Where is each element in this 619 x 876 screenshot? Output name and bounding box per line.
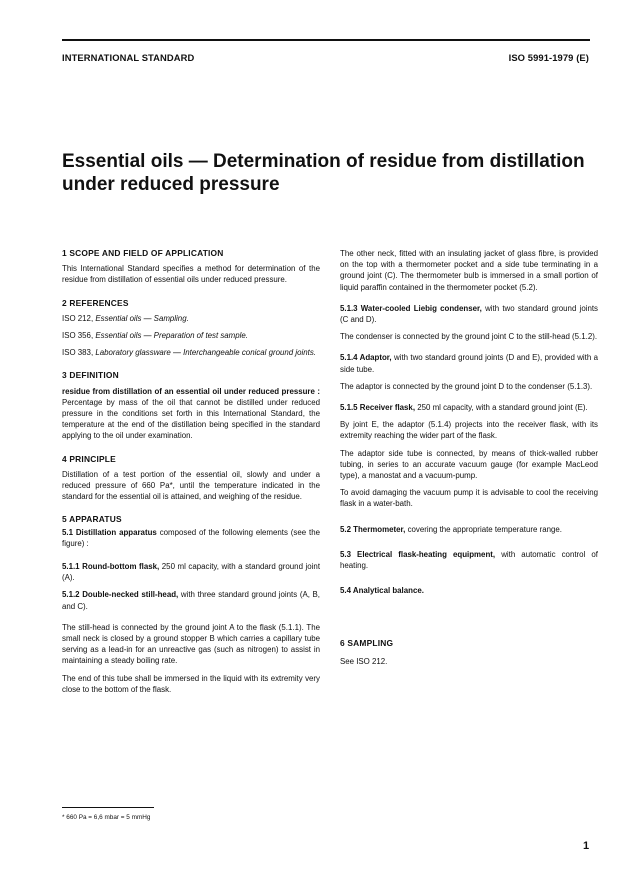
- section-5-4: 5.4 Analytical balance.: [340, 586, 424, 596]
- section-3-heading: 3 DEFINITION: [62, 370, 119, 381]
- section-5-heading: 5 APPARATUS: [62, 514, 122, 525]
- section-5-1-4: 5.1.4 Adaptor, with two standard ground joints (D and E), provided with a side tube.: [340, 353, 598, 374]
- paragraph-other-neck: The other neck, fitted with an insulating jacket of glass fibre, is provided on the top with a thermometer pocket and a side tube terminating in a ground joint (C). The thermometer bulb is immersed in a small portion of liquid paraffin contained in the thermometer pocket (5.2).: [340, 249, 598, 292]
- section-5-1: 5.1 Distillation apparatus composed of the following elements (see the figure) :: [62, 527, 320, 548]
- paragraph-avoid-damage: To avoid damaging the vacuum pump it is advisable to cool the receiving flask in a water-bath.: [340, 488, 598, 509]
- section-5-2: 5.2 Thermometer, covering the appropriate temperature range.: [340, 524, 562, 534]
- reference-3: ISO 383, Laboratory glassware — Interchangeable conical ground joints.: [62, 348, 316, 358]
- reference-1: ISO 212, Essential oils — Sampling.: [62, 313, 189, 323]
- right-column: [340, 248, 598, 673]
- section-6-heading: 6 SAMPLING: [340, 638, 394, 649]
- paragraph-condenser: The condenser is connected by the ground joint C to the still-head (5.1.2).: [340, 332, 598, 342]
- section-4-text: Distillation of a test portion of the essential oil, slowly and under a reduced pressure of 660 Pa*, until the temperature indicated in the standard for the essential oil is attained, and weighing of the residue.: [62, 469, 320, 502]
- section-4-heading: 4 PRINCIPLE: [62, 453, 116, 464]
- paragraph-still-head: The still-head is connected by the ground joint A to the flask (5.1.1). The small neck is closed by a ground stopper B which carries a capillary tube serving as a lead-in for an unreactive gas (such as nitrogen) to assist in maintaining a steady boiling rate.: [62, 622, 320, 666]
- section-5-1-5: 5.1.5 Receiver flask, 250 ml capacity, with a standard ground joint (E).: [340, 403, 588, 413]
- title-line-2: under reduced pressure: [62, 174, 280, 195]
- header-left: INTERNATIONAL STANDARD: [62, 52, 195, 63]
- document-title: [62, 150, 602, 196]
- paragraph-joint-e: By joint E, the adaptor (5.1.4) projects into the receiver flask, with its extremity reaching the wider part of the flask.: [340, 420, 598, 441]
- paragraph-tube-end: The end of this tube shall be immersed in the liquid with its extremity very close to the bottom of the flask.: [62, 673, 320, 694]
- section-5-1-1: 5.1.1 Round-bottom flask, 250 ml capacity, with a standard ground joint (A).: [62, 562, 321, 583]
- left-column: [62, 248, 320, 701]
- reference-2: ISO 356, Essential oils — Preparation of test sample.: [62, 331, 248, 341]
- paragraph-adaptor: The adaptor is connected by the ground joint D to the condenser (5.1.3).: [340, 381, 593, 391]
- section-1-heading: 1 SCOPE AND FIELD OF APPLICATION: [62, 248, 224, 258]
- footnote: * 660 Pa = 6,6 mbar = 5 mmHg: [62, 814, 151, 821]
- top-rule: [62, 39, 590, 41]
- paragraph-side-tube: The adaptor side tube is connected, by means of thick-walled rubber tubing, in series to an accurate vacuum gauge (for example MacLeod type), a manostat and a vacuum-pump.: [340, 448, 598, 481]
- section-3-text: residue from distillation of an essential oil under reduced pressure : Percentage by mass of the oil that cannot be distilled under reduced pressure in the conditions set forth in this International Standard, the temperature at the end of the distillation being specified in the standard applying to the oil under examination.: [62, 386, 320, 441]
- section-5-1-3: 5.1.3 Water-cooled Liebig condenser, with two standard ground joints (C and D).: [340, 303, 598, 325]
- title-line-1: Essential oils — Determination of residue from distillation: [62, 151, 585, 172]
- section-6-text: See ISO 212.: [340, 656, 388, 666]
- footnote-rule: [62, 807, 154, 808]
- section-5-3: 5.3 Electrical flask-heating equipment, with automatic control of heating.: [340, 549, 598, 571]
- section-2-heading: 2 REFERENCES: [62, 297, 129, 308]
- section-1-text: This International Standard specifies a method for determination of the residue from distillation of essential oils under reduced pressure.: [62, 264, 320, 285]
- page-number: 1: [583, 840, 590, 852]
- section-5-1-2: 5.1.2 Double-necked still-head, with three standard ground joints (A, B, and C).: [62, 590, 320, 611]
- header-right: ISO 5991-1979 (E): [508, 52, 589, 63]
